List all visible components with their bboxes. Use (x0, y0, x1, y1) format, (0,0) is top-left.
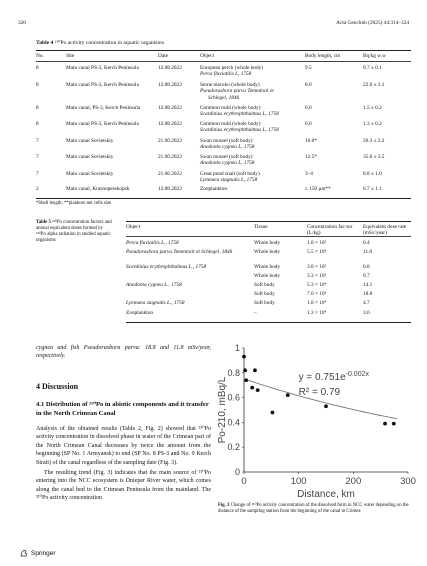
table4-cell-no: 7 (36, 138, 39, 144)
table5-cell-object: Scardinius erythrophthalmus L., 1758 (126, 264, 207, 270)
r-squared: R² = 0.79 (298, 387, 341, 399)
publisher-name: Springer (31, 549, 56, 557)
table4-bottom-rule (36, 198, 411, 199)
table4-caption-label: Table 4 (36, 40, 54, 46)
y-tick-label: 0.6 (227, 392, 240, 403)
table5-cell-cf: 5.5 × 10⁴ (307, 249, 327, 255)
table5-col-header: Object (126, 224, 141, 230)
table4-cell-site: Main canal PS-3, Kerch Peninsula (66, 82, 139, 88)
x-tick-label: 0 (241, 476, 247, 487)
x-axis-label: Distance, km (297, 489, 355, 500)
table5-cell-object: Perca fluviatilis L., 1758 (126, 240, 179, 246)
figure3-caption (218, 503, 412, 515)
table5-cell-cf: 1.8 × 10⁴ (307, 300, 327, 306)
figure3-chart (216, 340, 416, 500)
table4-cell-no: 7 (36, 154, 39, 160)
table4-cell-site: Main canal Sovietskiy (66, 171, 114, 177)
table4-cell-object: Pseudorasbora parva Temminck et (200, 88, 274, 95)
table5-caption (36, 220, 112, 244)
table5-header-rule (126, 236, 411, 237)
table4-cell-length: ≥ 150 μm** (305, 186, 331, 192)
table5-cell-dose: 4.7 (363, 300, 370, 306)
data-point (271, 411, 275, 415)
table4-col-header: Date (158, 53, 168, 59)
table4-header-rule (36, 61, 411, 62)
springer-horse-icon (20, 549, 28, 557)
table4-cell-no: 8 (36, 121, 39, 127)
table4-cell-object: Anodonta cygnea L, 1758 (200, 144, 255, 151)
data-point (383, 422, 387, 426)
table4-cell-site: Main canal Sovietskiy (66, 154, 114, 160)
intro-paragraph: cygnea and fish Pseudorasbora parva: 18.8 and 11.8 mSv/year, respectively. (36, 345, 211, 360)
table4-cell-length: 6.0 (305, 105, 312, 111)
data-point (243, 368, 247, 372)
y-tick-label: 0 (234, 467, 240, 477)
y-tick-label: 0.4 (227, 417, 240, 428)
table4-footnote: *Shell length; **plankton net cells size (36, 201, 112, 206)
table4-cell-value: 0.7 ± 0.1 (363, 65, 382, 71)
figure3-caption-text: Change of ²¹⁰Po activity concentration of the dissolved form in NCC water depending on the distance of the sampling station from the beginning of the canal in Crimea (218, 503, 409, 514)
table4-cell-no: 8 (36, 65, 39, 71)
table4-cell-value: 1.5 ± 0.2 (363, 105, 382, 111)
publisher-logo (20, 549, 56, 557)
table4-cell-value: 26.3 ± 2.2 (363, 138, 385, 144)
table4-cell-object: Common rudd (whole body) (200, 105, 261, 111)
trend-equation: $y = 0.751e^{-0.002x}$ (298, 371, 370, 384)
table5-cell-dose: 0.7 (363, 273, 370, 279)
table4-caption (36, 40, 164, 46)
table4-cell-length: 8.0 (305, 82, 312, 88)
table4-col-header: Bq/kg w.w (363, 53, 386, 59)
table4-cell-date: 12.08.2022 (158, 65, 182, 71)
table5-cell-tissue: Whole body (254, 240, 281, 246)
table5-cell-tissue: Whole body (254, 249, 281, 255)
table4-cell-site: Main canal, Krasnoperekopsk (66, 186, 130, 192)
table5-cell-tissue: Soft body (254, 300, 275, 306)
intro-text (36, 344, 211, 361)
table4-col-header: No. (36, 53, 44, 59)
table5-cell-cf: 5.3 × 10⁴ (307, 282, 327, 288)
table4-cell-date: 12.08.2022 (158, 82, 182, 88)
table4-cell-no: 8 (36, 82, 39, 88)
table4-cell-object: Schlegel, 1846 (208, 94, 240, 101)
table4-cell-length: 6.0 (305, 121, 312, 127)
table5-cell-cf: 1.8 × 10³ (307, 240, 327, 246)
table5-col-header: Tissue (254, 224, 268, 230)
table4-cell-site: Main canal Sovietskiy (66, 138, 114, 144)
data-point (253, 368, 257, 372)
table4-cell-value: 1.3 ± 0.2 (363, 121, 382, 127)
table5-cell-dose: 3.6 (363, 310, 370, 316)
table4-cell-object: Great pond snail (soft body) (200, 171, 260, 177)
x-tick-label: 100 (290, 476, 307, 487)
trendline (244, 379, 397, 419)
paragraph-2: The resulting trend (Fig. 3) indicates that the main source of ²¹⁰Po entering into the NCC ecosystem is Dnieper River water, which comes along the canal bed to the Crimean Peninsula from the mainland. The ²¹⁰Po activity concentration (36, 470, 211, 502)
table4-cell-object: Zooplankton (200, 186, 228, 192)
y-axis-label: Po-210, mBq/L (217, 376, 228, 444)
table5-caption-text: ²¹⁰Po concentration factors and annual equivalent doses formed by ²¹⁰Po alpha radiation in studied aquatic organisms (36, 220, 112, 243)
journal-citation: Acta Geochim (2025) 44:314–324 (336, 20, 409, 26)
y-tick-label: 1 (234, 343, 240, 353)
table4-caption-text: ²¹⁰Po activity concentration in aquatic organisms (54, 40, 164, 46)
figure3-caption-label: Fig. 3 (218, 503, 230, 508)
table4-cell-object: Swan mussel (soft body) (200, 138, 253, 144)
table4-cell-object: Lymnaea stagnalis L, 1758 (200, 177, 258, 184)
table5-cell-dose: 14.1 (363, 282, 373, 288)
table4-cell-date: 21.06.2022 (158, 154, 182, 160)
table4-cell-object: Perca fluviatilis L, 1758 (200, 71, 252, 78)
page-number: 320 (18, 20, 26, 26)
data-point (286, 393, 290, 397)
table5-cell-object: Lymnaea stagnalis L., 1758 (126, 300, 185, 306)
table4-cell-object: European perch (whole body) (200, 65, 264, 71)
x-tick-label: 300 (400, 476, 416, 487)
table5-cell-tissue: Soft body (254, 282, 275, 288)
table4-col-header: Object (200, 53, 215, 59)
table5-cell-dose: 11.8 (363, 249, 373, 255)
table5-cell-dose: 0.8 (363, 264, 370, 270)
table4-cell-site: Main canal PS-3, Kerch Peninsula (66, 121, 139, 127)
table5-cell-tissue: – (254, 310, 257, 316)
table4-cell-value: 6.7 ± 1.1 (363, 186, 382, 192)
table4-cell-object: Swan mussel (soft body) (200, 154, 253, 160)
table5-top-rule (126, 221, 411, 222)
table4-cell-object: Scardinius erythrophthalmus L, 1758 (200, 127, 279, 134)
data-point (256, 388, 260, 392)
table5-cell-object: Zooplankton (126, 310, 154, 316)
table5-cell-cf: 3.8 × 10³ (307, 264, 327, 270)
table5-cell-dose: 18.8 (363, 291, 373, 297)
table4-cell-object: Stone moroko (whole body) (200, 82, 260, 88)
table5-cell-object: Pseudorasbora parva Temminck et Schlegel, 1846 (126, 249, 233, 255)
table4-cell-object: Anodonta cygnea L, 1758 (200, 160, 255, 167)
table4-col-header: Site (66, 53, 75, 59)
data-point (392, 422, 396, 426)
data-point (250, 386, 254, 390)
data-point (244, 378, 248, 382)
table5-cell-tissue: Whole body (254, 273, 281, 279)
table4-cell-date: 12.08.2022 (158, 105, 182, 111)
table5-cell-object: Anodonta cygnea L., 1758 (126, 282, 182, 288)
table4-cell-value: 22.0 ± 2.1 (363, 82, 385, 88)
table5-cell-cf: 7.0 × 10⁴ (307, 291, 327, 297)
table4-cell-no: 2 (36, 186, 39, 192)
table4-cell-date: 12.08.2022 (158, 186, 182, 192)
y-tick-label: 0.8 (227, 367, 240, 378)
table4-col-header: Body length, cm (305, 53, 341, 59)
x-tick-label: 200 (345, 476, 362, 487)
table4-cell-value: 35.0 ± 2.5 (363, 154, 385, 160)
table5-caption-label: Table 5 (36, 220, 51, 225)
table4-cell-object: Common rudd (whole body) (200, 121, 261, 127)
table4-top-rule (36, 50, 411, 51)
table4-cell-site: Main canal, PS-3, Kerch Peninsula (66, 105, 141, 111)
subsection-heading: 4.1 Distribution of ²¹⁰Po in abiotic components and it transfer in the North Crimean Canal (36, 401, 209, 417)
table4-cell-length: 12.5* (305, 154, 317, 160)
table5-cell-cf: 1.3 × 10⁴ (307, 310, 327, 316)
table4-cell-site: Main canal PS-3, Kerch Peninsula (66, 65, 139, 71)
table4-cell-length: 10.0* (305, 138, 317, 144)
table5-cell-tissue: Soft body (254, 291, 275, 297)
data-point (242, 355, 246, 359)
table5-col-header: Concentration fac-tor (L/kg) (307, 224, 353, 237)
table4-cell-date: 21.06.2022 (158, 138, 182, 144)
table4-cell-length: 3–4 (305, 171, 313, 177)
table5-cell-dose: 0.4 (363, 240, 370, 246)
table4-cell-no: 7 (36, 171, 39, 177)
table4-cell-value: 8.8 ± 1.0 (363, 171, 382, 177)
paragraph-1: Analysis of the obtained results (Table 2, Fig. 2) showed that ²¹⁰Po activity concentration in dissolved phase in water of the Crimean part of the North Crimean Canal decreases by twice the amount from the beginning (SP No. 1 Armyansk) to end (SP No. 8 PS-3 and No. 9 Kerch Strait) of the canal regardless of the sampling date (Fig. 3). (36, 426, 211, 466)
table5-cell-cf: 3.3 × 10³ (307, 273, 327, 279)
table4-cell-object: Scardinius erythrophthalmus L, 1758 (200, 111, 279, 118)
table4-cell-date: 21.06.2022 (158, 171, 182, 177)
table5-cell-tissue: Whole body (254, 264, 281, 270)
table5-bottom-rule (126, 322, 411, 323)
data-point (324, 404, 328, 408)
table4-cell-no: 8 (36, 105, 39, 111)
table4-cell-date: 12.08.2022 (158, 121, 182, 127)
y-tick-label: 0.2 (227, 442, 240, 453)
section-heading: 4 Discussion (36, 382, 79, 391)
table4-cell-length: 9.5 (305, 65, 312, 71)
table5-col-header: Equivalent dose rate (mSv/year) (363, 224, 407, 237)
